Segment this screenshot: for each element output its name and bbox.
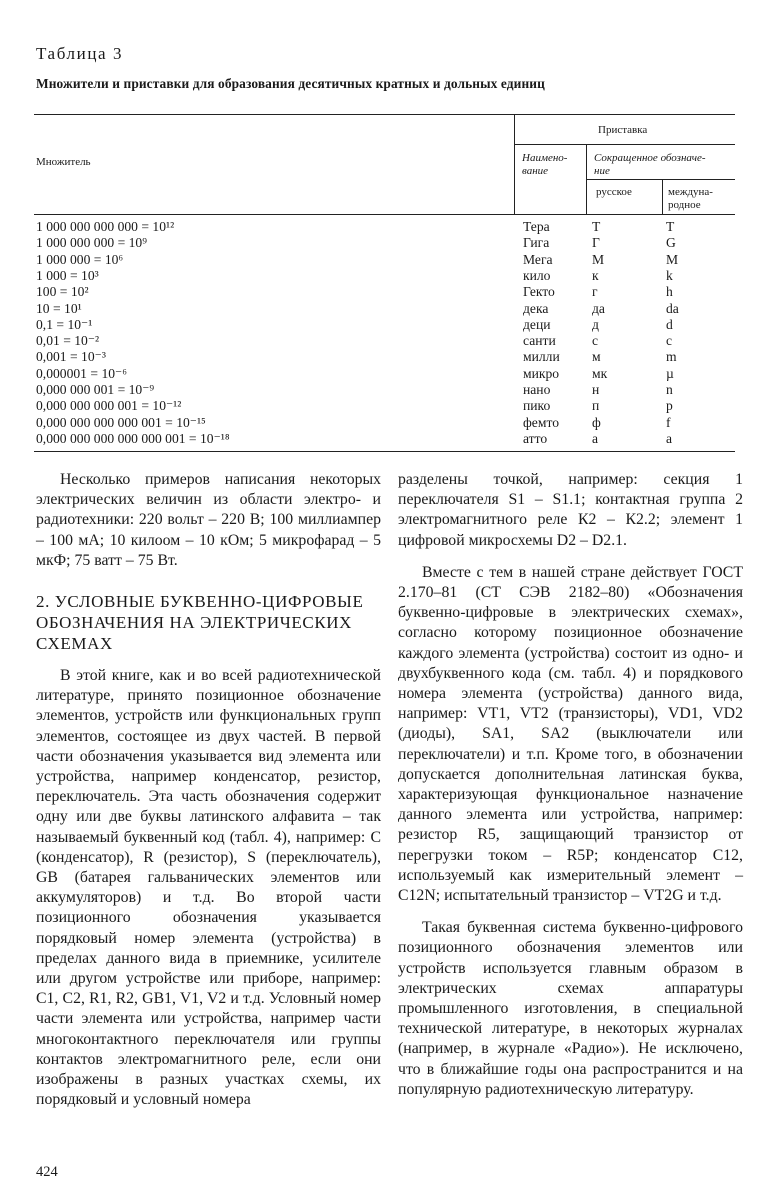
cell-prefix-name: милли <box>523 349 560 365</box>
cell-prefix-int: a <box>666 430 673 446</box>
table-row <box>36 219 736 235</box>
table-row <box>36 366 736 382</box>
cell-prefix-ru: да <box>592 300 605 316</box>
cell-prefix-name: фемто <box>523 414 560 430</box>
cell-prefix-int: h <box>666 284 673 300</box>
header-prefix: Приставка <box>598 124 648 136</box>
cell-multiplier: 0,01 = 10⁻² <box>36 333 100 349</box>
section-heading: 2. УСЛОВНЫЕ БУКВЕННО-ЦИФРОВЫЕ ОБОЗНАЧЕНИЯ НА ЭЛЕКТРИЧЕСКИХ СХЕМАХ <box>36 592 364 654</box>
table-row <box>36 317 736 333</box>
abbrev-header-rule <box>586 179 735 180</box>
cell-prefix-ru: Г <box>592 235 600 251</box>
cell-prefix-ru: д <box>592 316 599 332</box>
table-row <box>36 415 736 431</box>
header-international: междуна- родное <box>668 186 713 211</box>
cell-prefix-name: нано <box>523 382 551 397</box>
table-row <box>36 431 736 447</box>
cell-multiplier: 0,001 = 10⁻³ <box>36 349 106 365</box>
cell-prefix-int: T <box>666 219 675 234</box>
cell-prefix-name: деци <box>523 316 551 332</box>
cell-multiplier: 0,000 000 000 000 001 = 10⁻¹⁵ <box>36 414 206 430</box>
table-row <box>36 349 736 365</box>
table-caption: Множители и приставки для образования десятичных кратных и дольных единиц <box>36 76 545 91</box>
paragraph-1-continued: разделены точкой, например: секция 1 переключателя S1 – S1.1; контактная группа 2 электромагнитного реле К2 – К2.2; элемент 1 цифровой микросхемы D2 – D2.1. <box>398 471 743 549</box>
paragraph-3: Такая буквенная система буквенно-цифрового позиционного обозначения элементов или устройств используется главным образом в электрических схемах аппаратуры промышленного изготовления, в специальной технической литературе, в некоторых журналах (например, в журнале «Радио»). Не исключено, что в ближайшие годы она распространится и на популярную радиотехническую литературу. <box>398 919 743 1098</box>
table-row <box>36 301 736 317</box>
cell-prefix-name: Гига <box>523 235 550 251</box>
cell-prefix-ru: мк <box>592 365 608 381</box>
header-bottom-rule <box>34 214 735 215</box>
cell-prefix-name: Тера <box>523 219 550 234</box>
cell-prefix-int: da <box>666 300 679 316</box>
cell-multiplier: 0,1 = 10⁻¹ <box>36 316 93 332</box>
cell-prefix-int: n <box>666 382 673 397</box>
left-text-column <box>36 470 381 1110</box>
table-top-rule <box>34 114 735 115</box>
header-abbreviation: Сокращенное обозначе- ние <box>594 152 706 177</box>
paragraph-1: В этой книге, как и во всей радиотехнической литературе, принято позиционное обозначение элементов, устройств или функциональных групп элементов, состоящее из двух частей. В первой части обозначения указывается вид элемента или устройства, например конденсатор, резистор, переключатель. Эта часть обозначения содержит одну или две буквы латинского алфавита – так называемый буквенный код (табл. 4), например: С (конденсатор), R (резистор), S (переключатель), GB (батарея гальванических элементов или аккумуляторов) и т.д. Во второй части позиционного обозначения указывается порядковый номер элемента (устройства) в пределах данного вида в приемнике, усилителе или другом устройстве или приборе, например: С1, С2, R1, R2, GB1, V1, V2 и т.д. Условный номер части элемента или устройства, например части многоконтактного переключателя или группы контактов электромагнитного реле, если они изображены в разных участках схемы, их порядковый и условный номера <box>36 667 381 1109</box>
ru-column-divider <box>662 179 663 214</box>
cell-prefix-ru: Т <box>592 219 601 234</box>
cell-multiplier: 0,000 000 000 001 = 10⁻¹² <box>36 398 182 414</box>
cell-multiplier: 1 000 000 000 000 = 10¹² <box>36 219 175 234</box>
table-label: Таблица 3 <box>36 44 124 63</box>
cell-prefix-name: пико <box>523 398 551 414</box>
paragraph-2: Вместе с тем в нашей стране действует ГОСТ 2.170–81 (СТ СЭВ 2182–80) «Обозначения буквенно-цифровые в электрических схемах», согласно которому позиционное обозначение каждого элемента (устройства) состоит из одно- и двухбуквенного кода (см. табл. 4) и порядкового номера элемента (устройства) данного вида, например: VT1, VT2 (транзисторы), VD1, VD2 (диоды), SA1, SA2 (выключатели или переключатели) и т.п. Кроме того, в обозначении допускается дополнительная латинская буква, характеризующая функциональное назначение данного элемента или устройства, например: резистор R5, защищающий транзистор от перегрузки током – R5P; конденсатор С12, используемый как измерительный элемент – С12N; испытательный транзистор – VT2G и т.д. <box>398 563 743 905</box>
cell-multiplier: 1 000 000 000 = 10⁹ <box>36 235 147 251</box>
header-multiplier: Множитель <box>36 156 91 168</box>
cell-prefix-name: дека <box>523 300 549 316</box>
multiplier-column-divider <box>514 114 515 214</box>
table-row <box>36 268 736 284</box>
cell-prefix-name: Мега <box>523 251 553 267</box>
cell-prefix-ru: м <box>592 349 601 365</box>
cell-prefix-name: Гекто <box>523 284 555 300</box>
cell-prefix-ru: н <box>592 382 600 397</box>
cell-multiplier: 10 = 10¹ <box>36 300 82 316</box>
cell-prefix-ru: г <box>592 284 598 300</box>
cell-multiplier: 100 = 10² <box>36 284 89 300</box>
table-row <box>36 284 736 300</box>
cell-prefix-ru: п <box>592 398 600 414</box>
cell-prefix-int: p <box>666 398 673 414</box>
table-bottom-rule <box>34 451 735 452</box>
cell-multiplier: 1 000 000 = 10⁶ <box>36 251 124 267</box>
cell-multiplier: 0,000 000 000 000 000 001 = 10⁻¹⁸ <box>36 430 230 446</box>
cell-prefix-int: G <box>666 235 676 251</box>
table-row <box>36 398 736 414</box>
cell-prefix-int: M <box>666 251 679 267</box>
cell-prefix-ru: с <box>592 333 599 349</box>
cell-prefix-int: k <box>666 267 673 283</box>
table-row <box>36 235 736 251</box>
header-russian: русское <box>596 186 632 198</box>
cell-prefix-int: d <box>666 316 673 332</box>
cell-multiplier: 1 000 = 10³ <box>36 267 99 283</box>
cell-prefix-int: c <box>666 333 673 349</box>
right-text-column <box>398 470 743 1100</box>
cell-prefix-ru: ф <box>592 414 601 430</box>
page-number: 424 <box>36 1164 58 1180</box>
cell-prefix-int: m <box>666 349 677 365</box>
prefix-header-rule <box>514 144 735 145</box>
intro-paragraph: Несколько примеров написания некоторых электрических величин из области электро- и радиотехники: 220 вольт – 220 В; 100 миллиампер – 100 мА; 10 килоом – 10 кОм; 5 микрофарад – 5 мкФ; 75 ватт – 75 Вт. <box>36 471 381 569</box>
cell-prefix-int: µ <box>666 365 674 381</box>
cell-prefix-ru: М <box>592 251 605 267</box>
cell-prefix-int: f <box>666 414 671 430</box>
header-name: Наимено- вание <box>522 152 568 177</box>
table-row <box>36 382 736 398</box>
cell-multiplier: 0,000001 = 10⁻⁶ <box>36 365 127 381</box>
cell-multiplier: 0,000 000 001 = 10⁻⁹ <box>36 382 155 397</box>
table-row <box>36 252 736 268</box>
cell-prefix-name: кило <box>523 267 551 283</box>
cell-prefix-ru: к <box>592 267 599 283</box>
cell-prefix-ru: а <box>592 430 599 446</box>
cell-prefix-name: атто <box>523 430 548 446</box>
cell-prefix-name: санти <box>523 333 556 349</box>
name-column-divider <box>586 144 587 214</box>
table-row <box>36 333 736 349</box>
cell-prefix-name: микро <box>523 365 560 381</box>
